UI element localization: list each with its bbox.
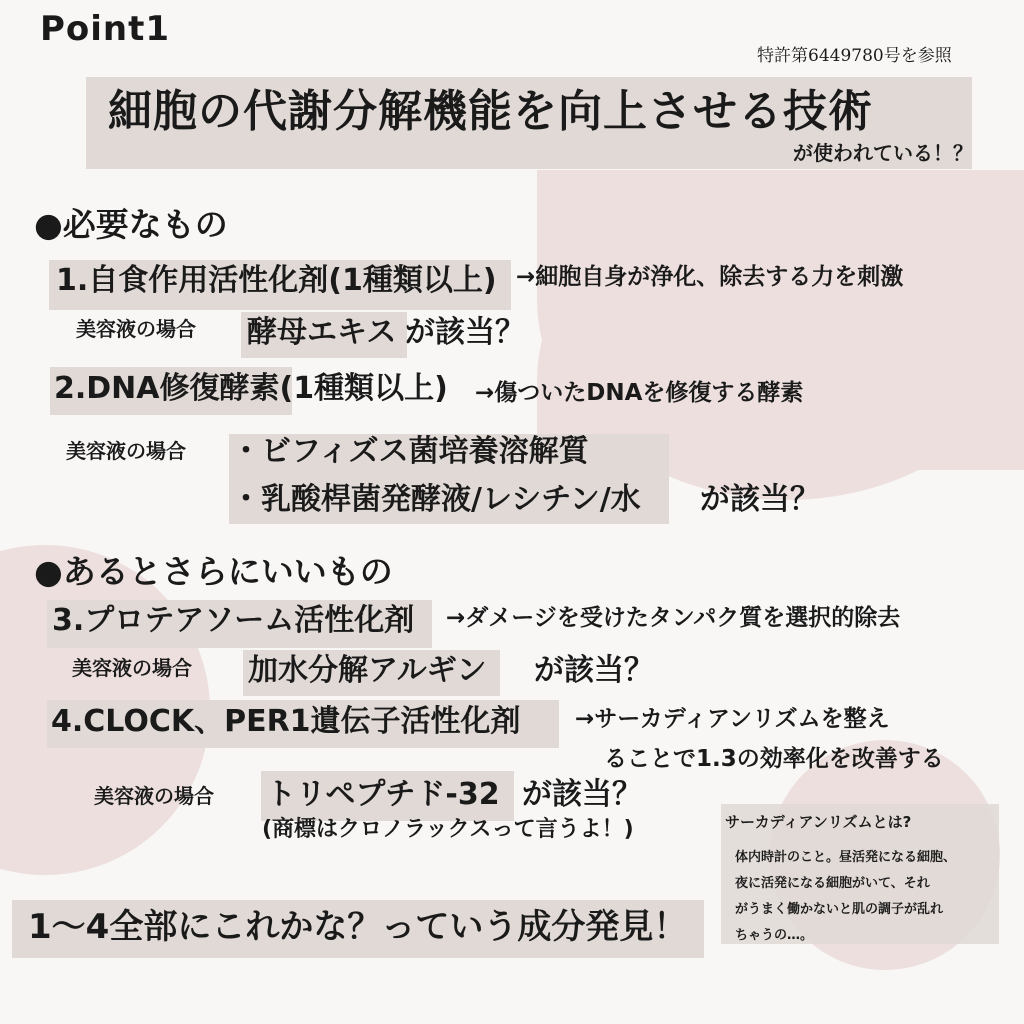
item3-desc: →ダメージを受けたタンパク質を選択的除去 [446,605,901,631]
item2-name: 2.DNA修復酵素(1種類以上) [54,371,448,406]
point-label: Point1 [40,9,171,49]
main-title: 細胞の代謝分解機能を向上させる技術 [108,86,873,137]
item4-desc-1: →サーカディアンリズムを整え [575,706,890,732]
item1-desc: →細胞自身が浄化、除去する力を刺激 [516,264,904,290]
item4-case-label: 美容液の場合 [94,784,214,808]
item1-suffix: が該当？ [405,315,525,350]
item3-suffix: が該当？ [534,653,654,688]
sidebox-line-3: がうまく働かないと肌の調子が乱れ [735,902,944,917]
section-heading-required: ●必要なもの [34,205,228,244]
sidebox-title: サーカディアンリズムとは? [725,813,912,831]
sidebox-line-2: 夜に活発になる細胞がいて、それ [735,876,930,891]
item2-suffix: が該当？ [700,482,820,517]
item4-note: (商標はクロノラックスって言うよ！) [262,817,634,842]
conclusion-text: 1〜4全部にこれかな？っていう成分発見！ [28,907,688,947]
sidebox-line-4: ちゃうの…。 [735,928,814,943]
item2-ingredient-1: ・ビフィズス菌培養溶解質 [231,434,589,469]
item4-name: 4.CLOCK、PER1遺伝子活性化剤 [51,704,521,739]
item3-ingredient: 加水分解アルギン [248,653,487,688]
sidebox-line-1: 体内時計のこと。昼活発になる細胞、 [735,850,957,865]
patent-reference: 特許第6449780号を参照 [757,46,952,66]
item3-name: 3.プロテアソーム活性化剤 [52,603,415,638]
item3-case-label: 美容液の場合 [72,656,192,680]
item4-ingredient: トリペプチド-32 [266,777,500,812]
section-heading-optional: ●あるとさらにいいもの [34,552,393,591]
title-suffix: が使われている！？ [793,141,973,165]
item4-desc-2: ることで1.3の効率化を改善する [604,746,944,772]
item2-desc: →傷ついたDNAを修復する酵素 [475,380,804,406]
item4-suffix: が該当？ [522,777,642,812]
item2-ingredient-2: ・乳酸桿菌発酵液/レシチン/水 [231,482,641,517]
item1-ingredient: 酵母エキス [247,315,397,350]
item1-name: 1.自食作用活性化剤(1種類以上) [56,263,497,298]
item2-case-label: 美容液の場合 [66,439,186,463]
item1-case-label: 美容液の場合 [76,317,196,341]
